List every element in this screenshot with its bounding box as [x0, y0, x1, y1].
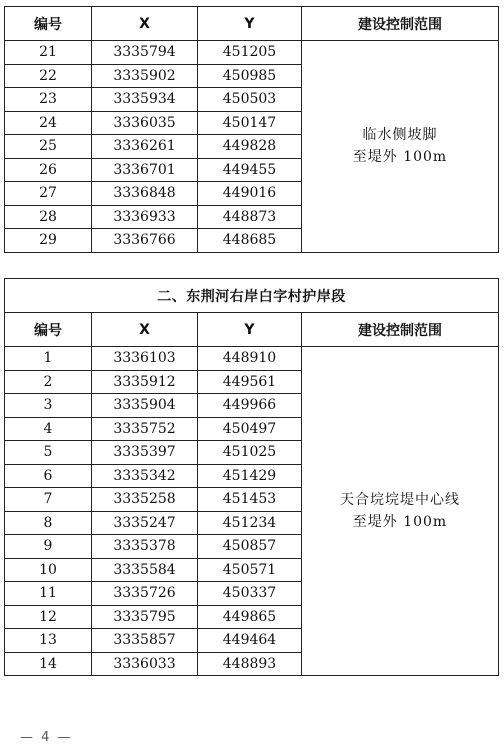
x-coordinate-cell: 3335857	[92, 629, 198, 653]
y-coordinate-cell: 450497	[198, 417, 302, 441]
x-coordinate-cell: 3336033	[92, 652, 198, 676]
point-id-cell: 22	[5, 64, 92, 88]
y-coordinate-cell: 448893	[198, 652, 302, 676]
y-coordinate-cell: 451453	[198, 488, 302, 512]
y-coordinate-cell: 450985	[198, 64, 302, 88]
point-id-cell: 14	[5, 652, 92, 676]
control-range-cell	[302, 41, 499, 253]
x-coordinate-cell: 3336035	[92, 111, 198, 135]
x-coordinate-cell: 3335397	[92, 441, 198, 465]
y-coordinate-cell: 450571	[198, 558, 302, 582]
header-y: Y	[198, 7, 302, 41]
table-2-body	[5, 347, 499, 676]
table-1-body	[5, 41, 499, 253]
control-range-line-2: 至堤外 100m	[352, 514, 448, 530]
table-row	[5, 347, 499, 371]
table-header-row	[5, 313, 499, 347]
point-id-cell: 8	[5, 511, 92, 535]
control-range-line-1: 临水侧坡脚	[362, 127, 438, 144]
x-coordinate-cell: 3335912	[92, 370, 198, 394]
point-id-cell: 7	[5, 488, 92, 512]
header-id: 编号	[5, 313, 92, 347]
y-coordinate-cell: 451429	[198, 464, 302, 488]
header-x: X	[92, 7, 198, 41]
point-id-cell: 25	[5, 135, 92, 159]
control-range-line-2: 至堤外 100m	[352, 149, 448, 166]
point-id-cell: 28	[5, 205, 92, 229]
point-id-cell: 29	[5, 229, 92, 253]
point-id-cell: 4	[5, 417, 92, 441]
y-coordinate-cell: 451025	[198, 441, 302, 465]
x-coordinate-cell: 3335247	[92, 511, 198, 535]
point-id-cell: 6	[5, 464, 92, 488]
section-caption-row	[5, 279, 499, 313]
point-id-cell: 13	[5, 629, 92, 653]
y-coordinate-cell: 450147	[198, 111, 302, 135]
y-coordinate-cell: 451205	[198, 41, 302, 65]
point-id-cell: 2	[5, 370, 92, 394]
point-id-cell: 1	[5, 347, 92, 371]
y-coordinate-cell: 449455	[198, 158, 302, 182]
x-coordinate-cell: 3335904	[92, 394, 198, 418]
y-coordinate-cell: 450857	[198, 535, 302, 559]
y-coordinate-cell: 448873	[198, 205, 302, 229]
y-coordinate-cell: 448910	[198, 347, 302, 371]
header-y: Y	[198, 313, 302, 347]
x-coordinate-cell: 3335584	[92, 558, 198, 582]
table-header-row	[5, 7, 499, 41]
point-id-cell: 9	[5, 535, 92, 559]
y-coordinate-cell: 450503	[198, 88, 302, 112]
y-coordinate-cell: 448685	[198, 229, 302, 253]
x-coordinate-cell: 3336103	[92, 347, 198, 371]
coordinate-table-2	[4, 278, 499, 676]
page-number: — 4 —	[20, 730, 73, 745]
header-id: 编号	[5, 7, 92, 41]
x-coordinate-cell: 3335795	[92, 605, 198, 629]
point-id-cell: 21	[5, 41, 92, 65]
y-coordinate-cell: 450337	[198, 582, 302, 606]
x-coordinate-cell: 3335902	[92, 64, 198, 88]
x-coordinate-cell: 3336766	[92, 229, 198, 253]
x-coordinate-cell: 3335794	[92, 41, 198, 65]
point-id-cell: 5	[5, 441, 92, 465]
y-coordinate-cell: 449561	[198, 370, 302, 394]
x-coordinate-cell: 3335752	[92, 417, 198, 441]
point-id-cell: 26	[5, 158, 92, 182]
x-coordinate-cell: 3335342	[92, 464, 198, 488]
x-coordinate-cell: 3335258	[92, 488, 198, 512]
x-coordinate-cell: 3336701	[92, 158, 198, 182]
coordinate-table-1	[4, 6, 499, 253]
x-coordinate-cell: 3336933	[92, 205, 198, 229]
x-coordinate-cell: 3336848	[92, 182, 198, 206]
point-id-cell: 23	[5, 88, 92, 112]
point-id-cell: 24	[5, 111, 92, 135]
point-id-cell: 11	[5, 582, 92, 606]
control-range-cell	[302, 347, 499, 676]
y-coordinate-cell: 449865	[198, 605, 302, 629]
y-coordinate-cell: 451234	[198, 511, 302, 535]
header-x: X	[92, 313, 198, 347]
x-coordinate-cell: 3336261	[92, 135, 198, 159]
y-coordinate-cell: 449464	[198, 629, 302, 653]
section-caption: 二、东荆河右岸白字村护岸段	[5, 279, 499, 313]
x-coordinate-cell: 3335378	[92, 535, 198, 559]
point-id-cell: 27	[5, 182, 92, 206]
point-id-cell: 3	[5, 394, 92, 418]
header-range: 建设控制范围	[302, 7, 499, 41]
control-range-line-1: 天合垸垸堤中心线	[340, 492, 460, 508]
table-row	[5, 41, 499, 65]
header-range: 建设控制范围	[302, 313, 499, 347]
y-coordinate-cell: 449966	[198, 394, 302, 418]
y-coordinate-cell: 449828	[198, 135, 302, 159]
x-coordinate-cell: 3335726	[92, 582, 198, 606]
x-coordinate-cell: 3335934	[92, 88, 198, 112]
point-id-cell: 10	[5, 558, 92, 582]
y-coordinate-cell: 449016	[198, 182, 302, 206]
point-id-cell: 12	[5, 605, 92, 629]
